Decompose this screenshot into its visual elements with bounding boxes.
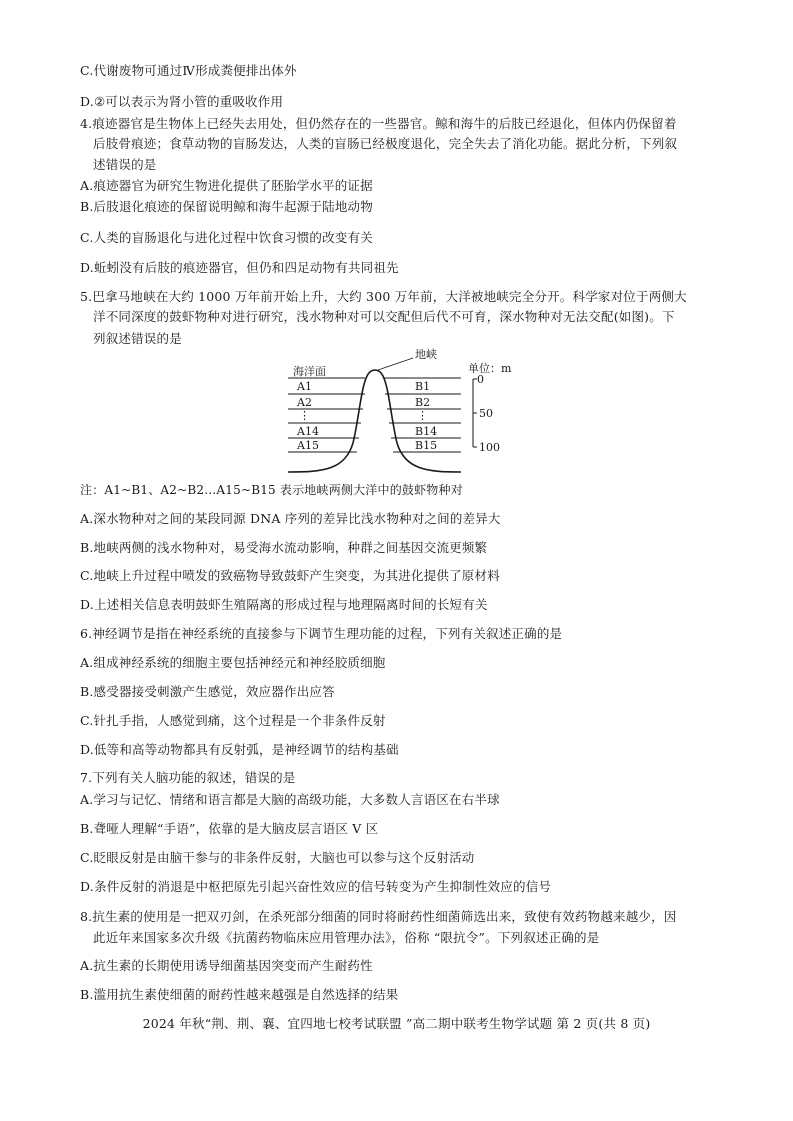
question-5-option-d: D.上述相关信息表明鼓虾生殖隔离的形成过程与地理隔离时间的长短有关: [80, 597, 488, 612]
question-6-option-a: A.组成神经系统的细胞主要包括神经元和神经胶质细胞: [80, 655, 386, 670]
sea-surface-label: 海洋面: [293, 365, 326, 378]
question-6-option-d: D.低等和高等动物都具有反射弧，是神经调节的结构基础: [80, 742, 399, 757]
species-b1: B1: [415, 380, 431, 393]
depth-tick-50: 50: [479, 407, 493, 420]
question-6-option-c: C.针扎手指，人感觉到痛，这个过程是一个非条件反射: [80, 713, 386, 728]
question-4-stem: 4.痕迹器官是生物体上已经失去用处，但仍然存在的一些器官。鲸和海牛的后肢已经退化，但体内仍保留着: [80, 116, 677, 131]
question-7-option-c: C.眨眼反射是由脑干参与的非条件反射，大脑也可以参与这个反射活动: [80, 850, 475, 865]
question-5-stem-cont2: 列叙述错误的是: [93, 331, 182, 346]
question-8-option-a: A.抗生素的长期使用诱导细菌基因突变而产生耐药性: [80, 958, 373, 973]
question-4-option-c: C.人类的盲肠退化与进化过程中饮食习惯的改变有关: [80, 230, 373, 245]
depth-tick-100: 100: [479, 441, 500, 454]
question-5-option-c: C.地峡上升过程中喷发的致癌物导致鼓虾产生突变，为其进化提供了原材料: [80, 568, 500, 583]
question-6-option-b: B.感受器接受刺激产生感觉，效应器作出应答: [80, 684, 335, 699]
question-4-stem-cont: 后肢骨痕迹；食草动物的盲肠发达，人类的盲肠已经极度退化，完全失去了消化功能。据此分析，下列叙: [93, 136, 678, 151]
species-a1: A1: [297, 380, 312, 393]
question-7-option-b: B.聋哑人理解“手语”，依靠的是大脑皮层言语区 V 区: [80, 821, 379, 836]
species-a-dots: ⋮: [299, 409, 310, 422]
question-5-option-a: A.深水物种对之间的某段同源 DNA 序列的差异比浅水物种对之间的差异大: [80, 511, 501, 526]
species-b2: B2: [415, 396, 431, 409]
question-4-option-b: B.后肢退化痕迹的保留说明鲸和海牛起源于陆地动物: [80, 199, 373, 214]
question-7-stem: 7.下列有关人脑功能的叙述，错误的是: [80, 770, 296, 785]
question-7-option-d: D.条件反射的消退是中枢把原先引起兴奋性效应的信号转变为产生抑制性效应的信号: [80, 879, 552, 894]
option-c-prev: C.代谢废物可通过Ⅳ形成粪便排出体外: [80, 63, 297, 78]
question-5-stem: 5.巴拿马地峡在大约 1000 万年前开始上升，大约 300 万年前，大洋被地峡完全分开。科学家对位于两侧大: [80, 289, 687, 304]
question-8-stem: 8.抗生素的使用是一把双刃剑，在杀死部分细菌的同时将耐药性细菌筛选出来，致使有效药物越来越少，因: [80, 909, 677, 924]
depth-tick-0: 0: [477, 373, 484, 386]
species-b14: B14: [415, 425, 438, 438]
question-6-stem: 6.神经调节是指在神经系统的直接参与下调节生理功能的过程，下列有关叙述正确的是: [80, 626, 563, 641]
species-b15: B15: [415, 439, 438, 452]
question-4-option-d: D.蚯蚓没有后肢的痕迹器官，但仍和四足动物有共同祖先: [80, 260, 399, 275]
question-8-stem-cont: 此近年来国家多次升级《抗菌药物临床应用管理办法》，俗称 “限抗令”。下列叙述正确的是: [93, 930, 600, 945]
question-5-stem-cont: 洋不同深度的鼓虾物种对进行研究，浅水物种对可以交配但后代不可育，深水物种对无法交配(如图)。下: [93, 309, 675, 324]
page-footer: 2024 年秋“荆、荆、襄、宜四地七校考试联盟 ”高二期中联考生物学试题 第 2 页(共 8 页): [142, 1016, 651, 1031]
option-d-prev: D.②可以表示为肾小管的重吸收作用: [80, 94, 284, 109]
question-4-stem-cont2: 述错误的是: [93, 157, 157, 172]
question-5-option-b: B.地峡两侧的浅水物种对，易受海水流动影响，种群之间基因交流更频繁: [80, 540, 488, 555]
isthmus-shape: [288, 370, 461, 472]
species-a14: A14: [297, 425, 319, 438]
species-a2: A2: [297, 396, 312, 409]
question-4-option-a: A.痕迹器官为研究生物进化提供了胚胎学水平的证据: [80, 178, 373, 193]
figure-note: 注：A1~B1、A2~B2…A15~B15 表示地峡两侧大洋中的鼓虾物种对: [80, 483, 463, 497]
question-7-option-a: A.学习与记忆、情绪和语言都是大脑的高级功能，大多数人言语区在右半球: [80, 792, 500, 807]
unit-label: 单位：m: [468, 362, 512, 375]
question-8-option-b: B.滥用抗生素使细菌的耐药性越来越强是自然选择的结果: [80, 987, 399, 1002]
species-a15: A15: [297, 439, 319, 452]
isthmus-diagram: [283, 348, 513, 476]
isthmus-label: 地峡: [415, 348, 437, 361]
species-b-dots: ⋮: [417, 409, 428, 422]
